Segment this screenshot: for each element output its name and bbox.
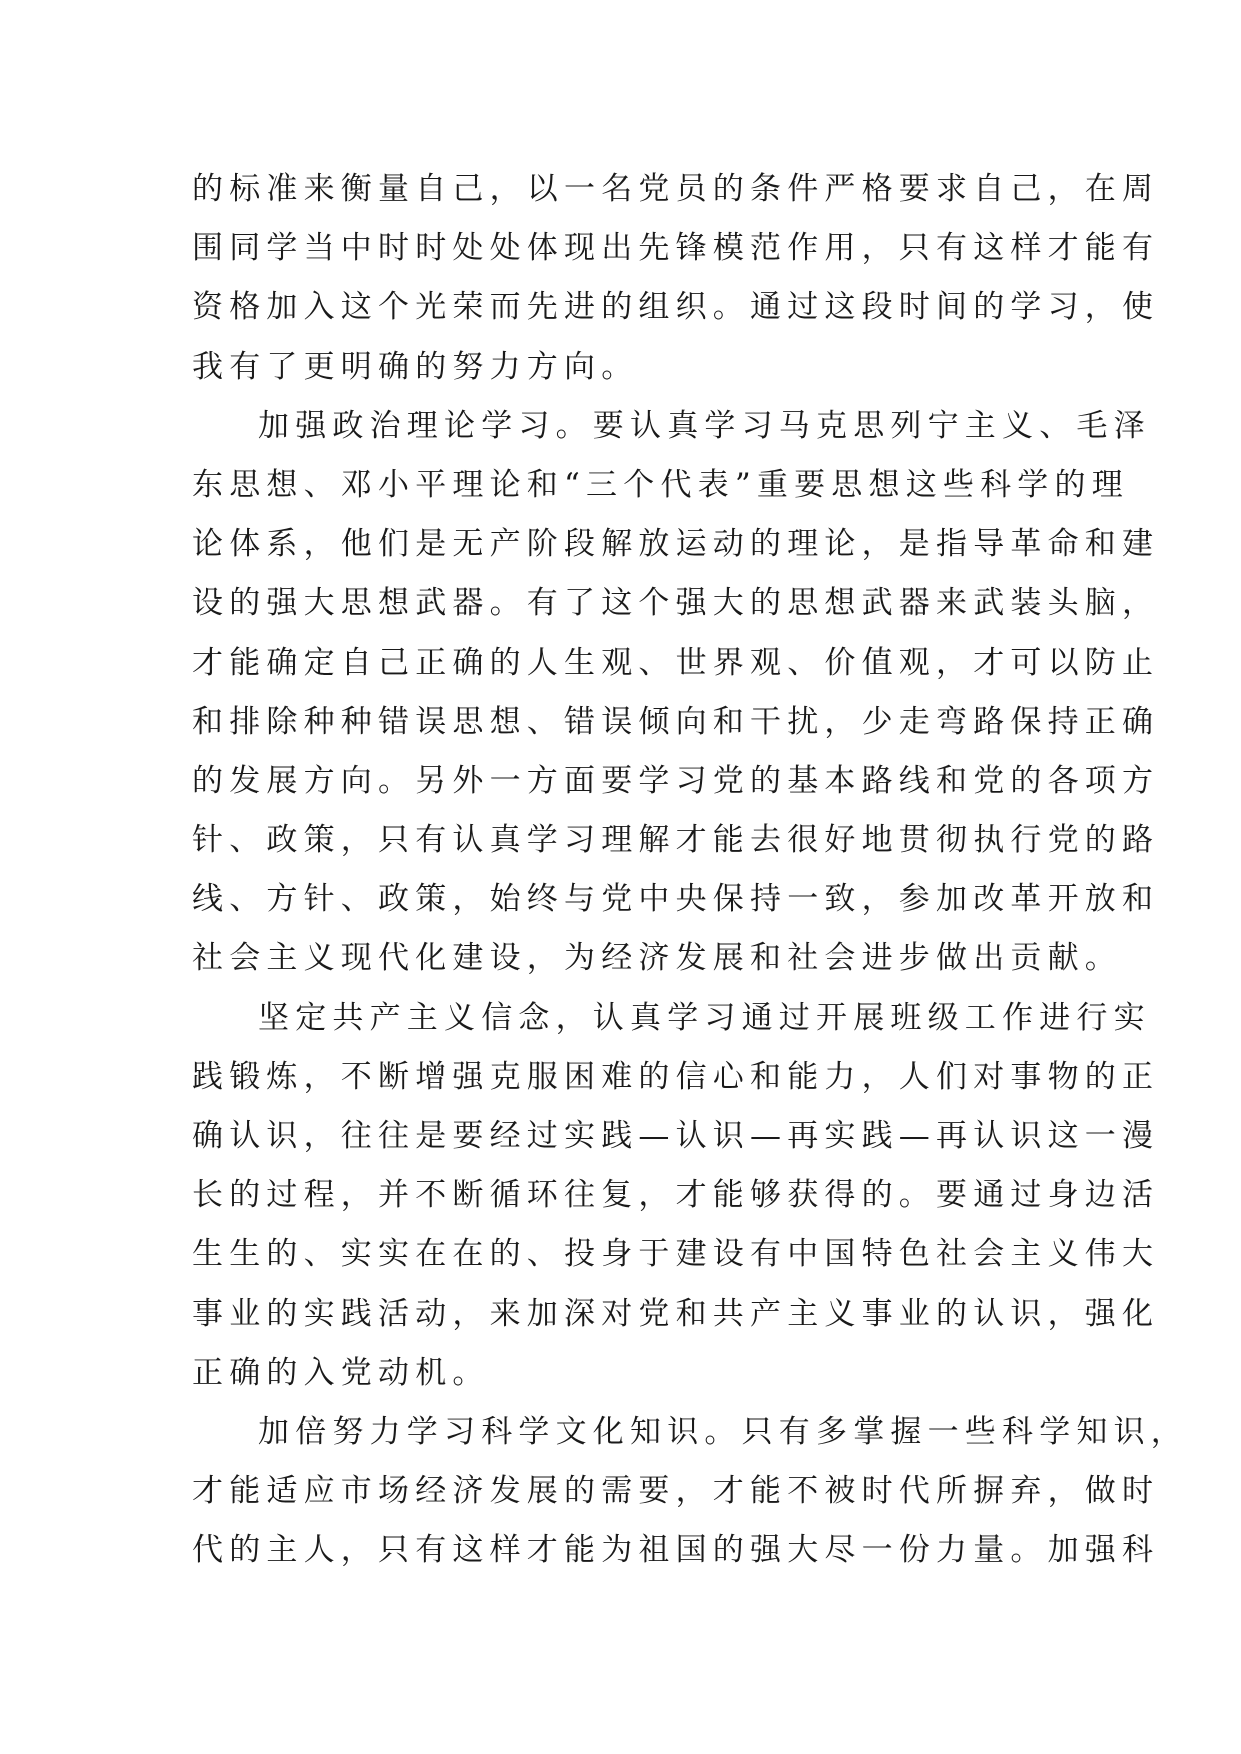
text-line: 正确的入党动机。 bbox=[192, 1354, 490, 1391]
text-line: 加强政治理论学习。要认真学习马克思列宁主义、毛泽 bbox=[258, 407, 1151, 444]
text-line: 针、政策，只有认真学习理解才能去很好地贯彻执行党的路 bbox=[192, 822, 1160, 859]
text-line: 和排除种种错误思想、错误倾向和干扰，少走弯路保持正确 bbox=[192, 703, 1160, 740]
text-line: 的发展方向。另外一方面要学习党的基本路线和党的各项方 bbox=[192, 762, 1160, 799]
text-line: 我有了更明确的努力方向。 bbox=[192, 348, 639, 385]
text-line: 长的过程，并不断循环往复，才能够获得的。要通过身边活 bbox=[192, 1177, 1160, 1214]
text-line: 资格加入这个光荣而先进的组织。通过这段时间的学习，使 bbox=[192, 289, 1160, 326]
text-line: 践锻炼，不断增强克服困难的信心和能力，人们对事物的正 bbox=[192, 1058, 1160, 1095]
text-line: 线、方针、政策，始终与党中央保持一致，参加改革开放和 bbox=[192, 881, 1160, 918]
document-body bbox=[192, 160, 1188, 1581]
text-line: 加倍努力学习科学文化知识。只有多掌握一些科学知识， bbox=[258, 1413, 1188, 1450]
text-line: 论体系，他们是无产阶段解放运动的理论，是指导革命和建 bbox=[192, 526, 1160, 563]
text-line: 的标准来衡量自己，以一名党员的条件严格要求自己，在周 bbox=[192, 171, 1160, 207]
text-line: 事业的实践活动，来加深对党和共产主义事业的认识，强化 bbox=[192, 1295, 1160, 1332]
text-line: 才能适应市场经济发展的需要，才能不被时代所摒弃，做时 bbox=[192, 1473, 1160, 1510]
text-line: 围同学当中时时处处体现出先锋模范作用，只有这样才能有 bbox=[192, 230, 1160, 267]
text-line: 东思想、邓小平理论和“三个代表”重要思想这些科学的理 bbox=[192, 466, 1129, 503]
text-line: 代的主人，只有这样才能为祖国的强大尽一份力量。加强科 bbox=[192, 1532, 1160, 1569]
text-line: 确认识，往往是要经过实践—认识—再实践—再认识这一漫 bbox=[192, 1118, 1160, 1154]
text-line: 社会主义现代化建设，为经济发展和社会进步做出贡献。 bbox=[192, 940, 1122, 977]
text-line: 设的强大思想武器。有了这个强大的思想武器来武装头脑， bbox=[192, 585, 1160, 622]
text-line: 才能确定自己正确的人生观、世界观、价值观，才可以防止 bbox=[192, 644, 1160, 681]
text-line: 坚定共产主义信念，认真学习通过开展班级工作进行实 bbox=[258, 999, 1151, 1036]
text-line: 生生的、实实在在的、投身于建设有中国特色社会主义伟大 bbox=[192, 1236, 1160, 1273]
